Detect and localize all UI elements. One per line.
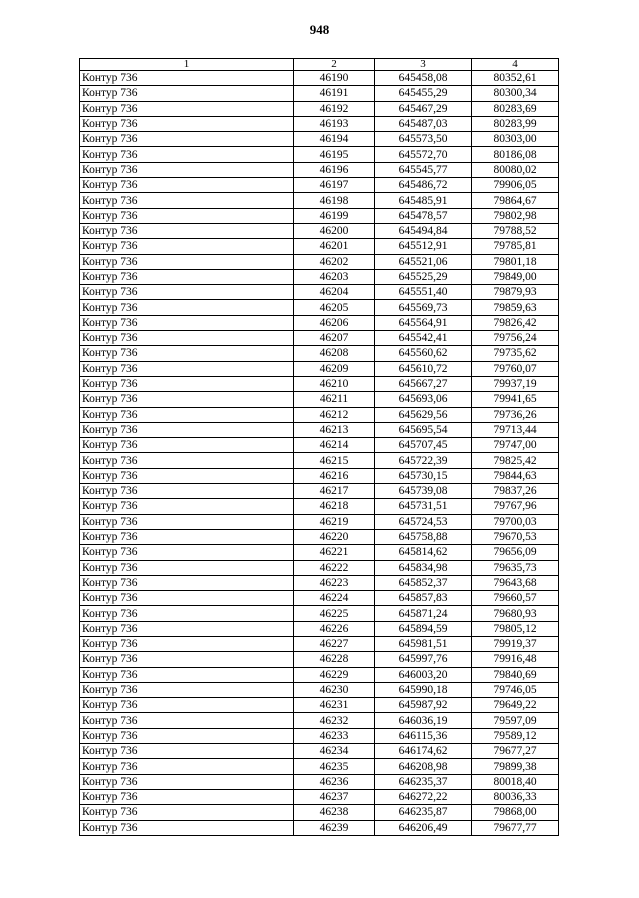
point-number-cell: 46194 — [294, 132, 375, 147]
table-row — [80, 468, 559, 483]
table-row — [80, 774, 559, 789]
coordinate-x-cell: 645814,62 — [375, 545, 472, 560]
coordinate-y-cell: 79801,18 — [472, 254, 559, 269]
contour-name-cell: Контур 736 — [80, 438, 294, 453]
table-row — [80, 728, 559, 743]
contour-name-cell: Контур 736 — [80, 652, 294, 667]
contour-name-cell: Контур 736 — [80, 514, 294, 529]
coordinate-y-cell: 80283,99 — [472, 116, 559, 131]
contour-name-cell: Контур 736 — [80, 468, 294, 483]
coordinate-y-cell: 79859,63 — [472, 300, 559, 315]
table-row — [80, 453, 559, 468]
coordinate-y-cell: 80352,61 — [472, 71, 559, 86]
coordinate-x-cell: 646003,20 — [375, 667, 472, 682]
coordinate-y-cell: 79825,42 — [472, 453, 559, 468]
table-row — [80, 713, 559, 728]
coordinate-y-cell: 79746,05 — [472, 682, 559, 697]
contour-name-cell: Контур 736 — [80, 71, 294, 86]
table-row — [80, 591, 559, 606]
coordinate-y-cell: 80036,33 — [472, 789, 559, 804]
coordinate-y-cell: 79643,68 — [472, 575, 559, 590]
table-row — [80, 560, 559, 575]
contour-name-cell: Контур 736 — [80, 269, 294, 284]
table-row — [80, 162, 559, 177]
coordinate-x-cell: 645573,50 — [375, 132, 472, 147]
contour-name-cell: Контур 736 — [80, 789, 294, 804]
contour-name-cell: Контур 736 — [80, 254, 294, 269]
contour-name-cell: Контур 736 — [80, 529, 294, 544]
coordinate-y-cell: 79700,03 — [472, 514, 559, 529]
point-number-cell: 46235 — [294, 759, 375, 774]
coordinate-y-cell: 79805,12 — [472, 621, 559, 636]
contour-name-cell: Контур 736 — [80, 621, 294, 636]
point-number-cell: 46223 — [294, 575, 375, 590]
table-row — [80, 101, 559, 116]
point-number-cell: 46215 — [294, 453, 375, 468]
coordinate-x-cell: 646174,62 — [375, 744, 472, 759]
coordinate-x-cell: 645512,91 — [375, 239, 472, 254]
contour-name-cell: Контур 736 — [80, 178, 294, 193]
coordinate-x-cell: 645707,45 — [375, 438, 472, 453]
coordinate-x-cell: 646208,98 — [375, 759, 472, 774]
contour-name-cell: Контур 736 — [80, 223, 294, 238]
coordinate-x-cell: 645695,54 — [375, 422, 472, 437]
table-row — [80, 545, 559, 560]
coordinates-table — [79, 58, 559, 836]
contour-name-cell: Контур 736 — [80, 116, 294, 131]
point-number-cell: 46203 — [294, 269, 375, 284]
table-row — [80, 789, 559, 804]
coordinate-y-cell: 79649,22 — [472, 698, 559, 713]
table-row — [80, 178, 559, 193]
contour-name-cell: Контур 736 — [80, 728, 294, 743]
contour-name-cell: Контур 736 — [80, 101, 294, 116]
point-number-cell: 46213 — [294, 422, 375, 437]
coordinate-x-cell: 646206,49 — [375, 820, 472, 835]
coordinate-y-cell: 79864,67 — [472, 193, 559, 208]
coordinate-x-cell: 646235,37 — [375, 774, 472, 789]
point-number-cell: 46200 — [294, 223, 375, 238]
coordinate-y-cell: 80186,08 — [472, 147, 559, 162]
point-number-cell: 46233 — [294, 728, 375, 743]
table-row — [80, 346, 559, 361]
table-row — [80, 606, 559, 621]
coordinate-x-cell: 645572,70 — [375, 147, 472, 162]
table-row — [80, 331, 559, 346]
coordinate-x-cell: 645731,51 — [375, 499, 472, 514]
contour-name-cell: Контур 736 — [80, 376, 294, 391]
coordinate-x-cell: 645981,51 — [375, 636, 472, 651]
contour-name-cell: Контур 736 — [80, 545, 294, 560]
table-row — [80, 300, 559, 315]
contour-name-cell: Контур 736 — [80, 162, 294, 177]
contour-name-cell: Контур 736 — [80, 499, 294, 514]
point-number-cell: 46197 — [294, 178, 375, 193]
coordinate-x-cell: 645610,72 — [375, 361, 472, 376]
coordinate-x-cell: 645564,91 — [375, 315, 472, 330]
coordinate-y-cell: 79906,05 — [472, 178, 559, 193]
coordinate-x-cell: 645487,03 — [375, 116, 472, 131]
point-number-cell: 46230 — [294, 682, 375, 697]
table-row — [80, 636, 559, 651]
point-number-cell: 46219 — [294, 514, 375, 529]
contour-name-cell: Контур 736 — [80, 300, 294, 315]
coordinate-y-cell: 80080,02 — [472, 162, 559, 177]
coordinate-y-cell: 79670,53 — [472, 529, 559, 544]
table-row — [80, 438, 559, 453]
point-number-cell: 46218 — [294, 499, 375, 514]
coordinate-y-cell: 79736,26 — [472, 407, 559, 422]
table-row — [80, 208, 559, 223]
coordinate-x-cell: 645494,84 — [375, 223, 472, 238]
table-row — [80, 315, 559, 330]
coordinate-x-cell: 645739,08 — [375, 484, 472, 499]
contour-name-cell: Контур 736 — [80, 453, 294, 468]
coordinate-y-cell: 79788,52 — [472, 223, 559, 238]
contour-name-cell: Контур 736 — [80, 239, 294, 254]
coordinate-x-cell: 645990,18 — [375, 682, 472, 697]
table-row — [80, 392, 559, 407]
point-number-cell: 46224 — [294, 591, 375, 606]
coordinate-x-cell: 645521,06 — [375, 254, 472, 269]
contour-name-cell: Контур 736 — [80, 346, 294, 361]
coordinate-x-cell: 645724,53 — [375, 514, 472, 529]
coordinate-y-cell: 79837,26 — [472, 484, 559, 499]
coordinate-y-cell: 80283,69 — [472, 101, 559, 116]
table-row — [80, 132, 559, 147]
table-row — [80, 575, 559, 590]
coordinate-x-cell: 645667,27 — [375, 376, 472, 391]
coordinate-y-cell: 79756,24 — [472, 331, 559, 346]
point-number-cell: 46207 — [294, 331, 375, 346]
coordinate-x-cell: 645458,08 — [375, 71, 472, 86]
point-number-cell: 46228 — [294, 652, 375, 667]
contour-name-cell: Контур 736 — [80, 331, 294, 346]
point-number-cell: 46196 — [294, 162, 375, 177]
table-header-row — [80, 59, 559, 71]
coordinate-x-cell: 645871,24 — [375, 606, 472, 621]
contour-name-cell: Контур 736 — [80, 667, 294, 682]
point-number-cell: 46227 — [294, 636, 375, 651]
point-number-cell: 46211 — [294, 392, 375, 407]
table-row — [80, 116, 559, 131]
page-number: 948 — [309, 22, 330, 37]
point-number-cell: 46195 — [294, 147, 375, 162]
point-number-cell: 46199 — [294, 208, 375, 223]
point-number-cell: 46239 — [294, 820, 375, 835]
coordinate-x-cell: 645730,15 — [375, 468, 472, 483]
coordinate-y-cell: 79844,63 — [472, 468, 559, 483]
point-number-cell: 46210 — [294, 376, 375, 391]
contour-name-cell: Контур 736 — [80, 591, 294, 606]
coordinate-y-cell: 79849,00 — [472, 269, 559, 284]
coordinate-x-cell: 645693,06 — [375, 392, 472, 407]
coordinate-x-cell: 645758,88 — [375, 529, 472, 544]
coordinate-x-cell: 645542,41 — [375, 331, 472, 346]
contour-name-cell: Контур 736 — [80, 698, 294, 713]
point-number-cell: 46204 — [294, 285, 375, 300]
contour-name-cell: Контур 736 — [80, 361, 294, 376]
contour-name-cell: Контур 736 — [80, 407, 294, 422]
coordinate-y-cell: 79937,19 — [472, 376, 559, 391]
coordinate-y-cell: 79677,77 — [472, 820, 559, 835]
point-number-cell: 46192 — [294, 101, 375, 116]
table-row — [80, 361, 559, 376]
contour-name-cell: Контур 736 — [80, 682, 294, 697]
point-number-cell: 46216 — [294, 468, 375, 483]
table-row — [80, 422, 559, 437]
table-row — [80, 254, 559, 269]
table-row — [80, 652, 559, 667]
contour-name-cell: Контур 736 — [80, 147, 294, 162]
table-row — [80, 376, 559, 391]
coordinate-x-cell: 645852,37 — [375, 575, 472, 590]
coordinate-y-cell: 80303,00 — [472, 132, 559, 147]
coordinate-y-cell: 79941,65 — [472, 392, 559, 407]
coordinate-y-cell: 79747,00 — [472, 438, 559, 453]
coordinate-x-cell: 646036,19 — [375, 713, 472, 728]
point-number-cell: 46217 — [294, 484, 375, 499]
point-number-cell: 46198 — [294, 193, 375, 208]
coordinate-y-cell: 79879,93 — [472, 285, 559, 300]
coordinate-y-cell: 79656,09 — [472, 545, 559, 560]
coordinate-y-cell: 79840,69 — [472, 667, 559, 682]
coordinate-y-cell: 79802,98 — [472, 208, 559, 223]
point-number-cell: 46205 — [294, 300, 375, 315]
coordinate-x-cell: 645629,56 — [375, 407, 472, 422]
contour-name-cell: Контур 736 — [80, 575, 294, 590]
table-row — [80, 805, 559, 820]
coordinate-y-cell: 79677,27 — [472, 744, 559, 759]
point-number-cell: 46191 — [294, 86, 375, 101]
coordinate-x-cell: 645722,39 — [375, 453, 472, 468]
coordinate-x-cell: 645560,62 — [375, 346, 472, 361]
coordinate-x-cell: 645545,77 — [375, 162, 472, 177]
contour-name-cell: Контур 736 — [80, 820, 294, 835]
point-number-cell: 46232 — [294, 713, 375, 728]
point-number-cell: 46193 — [294, 116, 375, 131]
coordinate-y-cell: 79916,48 — [472, 652, 559, 667]
coordinate-y-cell: 80300,34 — [472, 86, 559, 101]
column-header: 2 — [294, 59, 375, 71]
coordinate-y-cell: 79826,42 — [472, 315, 559, 330]
coordinate-x-cell: 645478,57 — [375, 208, 472, 223]
table-row — [80, 499, 559, 514]
table-row — [80, 744, 559, 759]
coordinate-y-cell: 79589,12 — [472, 728, 559, 743]
table-row — [80, 285, 559, 300]
point-number-cell: 46212 — [294, 407, 375, 422]
contour-name-cell: Контур 736 — [80, 759, 294, 774]
coordinate-x-cell: 645857,83 — [375, 591, 472, 606]
coordinate-y-cell: 79660,57 — [472, 591, 559, 606]
table-row — [80, 269, 559, 284]
coordinate-x-cell: 645987,92 — [375, 698, 472, 713]
point-number-cell: 46236 — [294, 774, 375, 789]
point-number-cell: 46220 — [294, 529, 375, 544]
table-row — [80, 698, 559, 713]
coordinate-x-cell: 646115,36 — [375, 728, 472, 743]
column-header: 4 — [472, 59, 559, 71]
coordinate-x-cell: 646272,22 — [375, 789, 472, 804]
contour-name-cell: Контур 736 — [80, 132, 294, 147]
contour-name-cell: Контур 736 — [80, 636, 294, 651]
column-header: 3 — [375, 59, 472, 71]
contour-name-cell: Контур 736 — [80, 774, 294, 789]
contour-name-cell: Контур 736 — [80, 805, 294, 820]
point-number-cell: 46225 — [294, 606, 375, 621]
coordinate-x-cell: 646235,87 — [375, 805, 472, 820]
point-number-cell: 46202 — [294, 254, 375, 269]
point-number-cell: 46214 — [294, 438, 375, 453]
coordinate-x-cell: 645834,98 — [375, 560, 472, 575]
table-row — [80, 223, 559, 238]
point-number-cell: 46222 — [294, 560, 375, 575]
coordinate-y-cell: 79760,07 — [472, 361, 559, 376]
coordinate-x-cell: 645467,29 — [375, 101, 472, 116]
coordinate-x-cell: 645525,29 — [375, 269, 472, 284]
coordinate-y-cell: 79899,38 — [472, 759, 559, 774]
contour-name-cell: Контур 736 — [80, 315, 294, 330]
coordinate-y-cell: 79868,00 — [472, 805, 559, 820]
coordinate-x-cell: 645455,29 — [375, 86, 472, 101]
table-row — [80, 407, 559, 422]
coordinate-x-cell: 645486,72 — [375, 178, 472, 193]
table-row — [80, 484, 559, 499]
point-number-cell: 46209 — [294, 361, 375, 376]
coordinate-x-cell: 645569,73 — [375, 300, 472, 315]
coordinate-y-cell: 80018,40 — [472, 774, 559, 789]
coordinate-x-cell: 645997,76 — [375, 652, 472, 667]
point-number-cell: 46221 — [294, 545, 375, 560]
contour-name-cell: Контур 736 — [80, 285, 294, 300]
coordinate-y-cell: 79919,37 — [472, 636, 559, 651]
contour-name-cell: Контур 736 — [80, 744, 294, 759]
point-number-cell: 46231 — [294, 698, 375, 713]
contour-name-cell: Контур 736 — [80, 484, 294, 499]
coordinate-y-cell: 79680,93 — [472, 606, 559, 621]
point-number-cell: 46237 — [294, 789, 375, 804]
table-row — [80, 759, 559, 774]
coordinate-y-cell: 79597,09 — [472, 713, 559, 728]
contour-name-cell: Контур 736 — [80, 422, 294, 437]
contour-name-cell: Контур 736 — [80, 86, 294, 101]
point-number-cell: 46206 — [294, 315, 375, 330]
contour-name-cell: Контур 736 — [80, 208, 294, 223]
table-row — [80, 621, 559, 636]
point-number-cell: 46190 — [294, 71, 375, 86]
point-number-cell: 46208 — [294, 346, 375, 361]
contour-name-cell: Контур 736 — [80, 392, 294, 407]
contour-name-cell: Контур 736 — [80, 193, 294, 208]
table-row — [80, 667, 559, 682]
table-row — [80, 147, 559, 162]
point-number-cell: 46201 — [294, 239, 375, 254]
contour-name-cell: Контур 736 — [80, 606, 294, 621]
table-row — [80, 193, 559, 208]
coordinate-x-cell: 645485,91 — [375, 193, 472, 208]
column-header: 1 — [80, 59, 294, 71]
coordinate-y-cell: 79767,96 — [472, 499, 559, 514]
coordinate-y-cell: 79785,81 — [472, 239, 559, 254]
coordinate-x-cell: 645551,40 — [375, 285, 472, 300]
coordinate-y-cell: 79713,44 — [472, 422, 559, 437]
table-row — [80, 86, 559, 101]
coordinate-y-cell: 79635,73 — [472, 560, 559, 575]
table-row — [80, 682, 559, 697]
point-number-cell: 46234 — [294, 744, 375, 759]
table-row — [80, 239, 559, 254]
coordinate-x-cell: 645894,59 — [375, 621, 472, 636]
table-row — [80, 529, 559, 544]
table-row — [80, 71, 559, 86]
contour-name-cell: Контур 736 — [80, 560, 294, 575]
point-number-cell: 46238 — [294, 805, 375, 820]
coordinate-y-cell: 79735,62 — [472, 346, 559, 361]
point-number-cell: 46226 — [294, 621, 375, 636]
table-row — [80, 514, 559, 529]
contour-name-cell: Контур 736 — [80, 713, 294, 728]
point-number-cell: 46229 — [294, 667, 375, 682]
table-row — [80, 820, 559, 835]
